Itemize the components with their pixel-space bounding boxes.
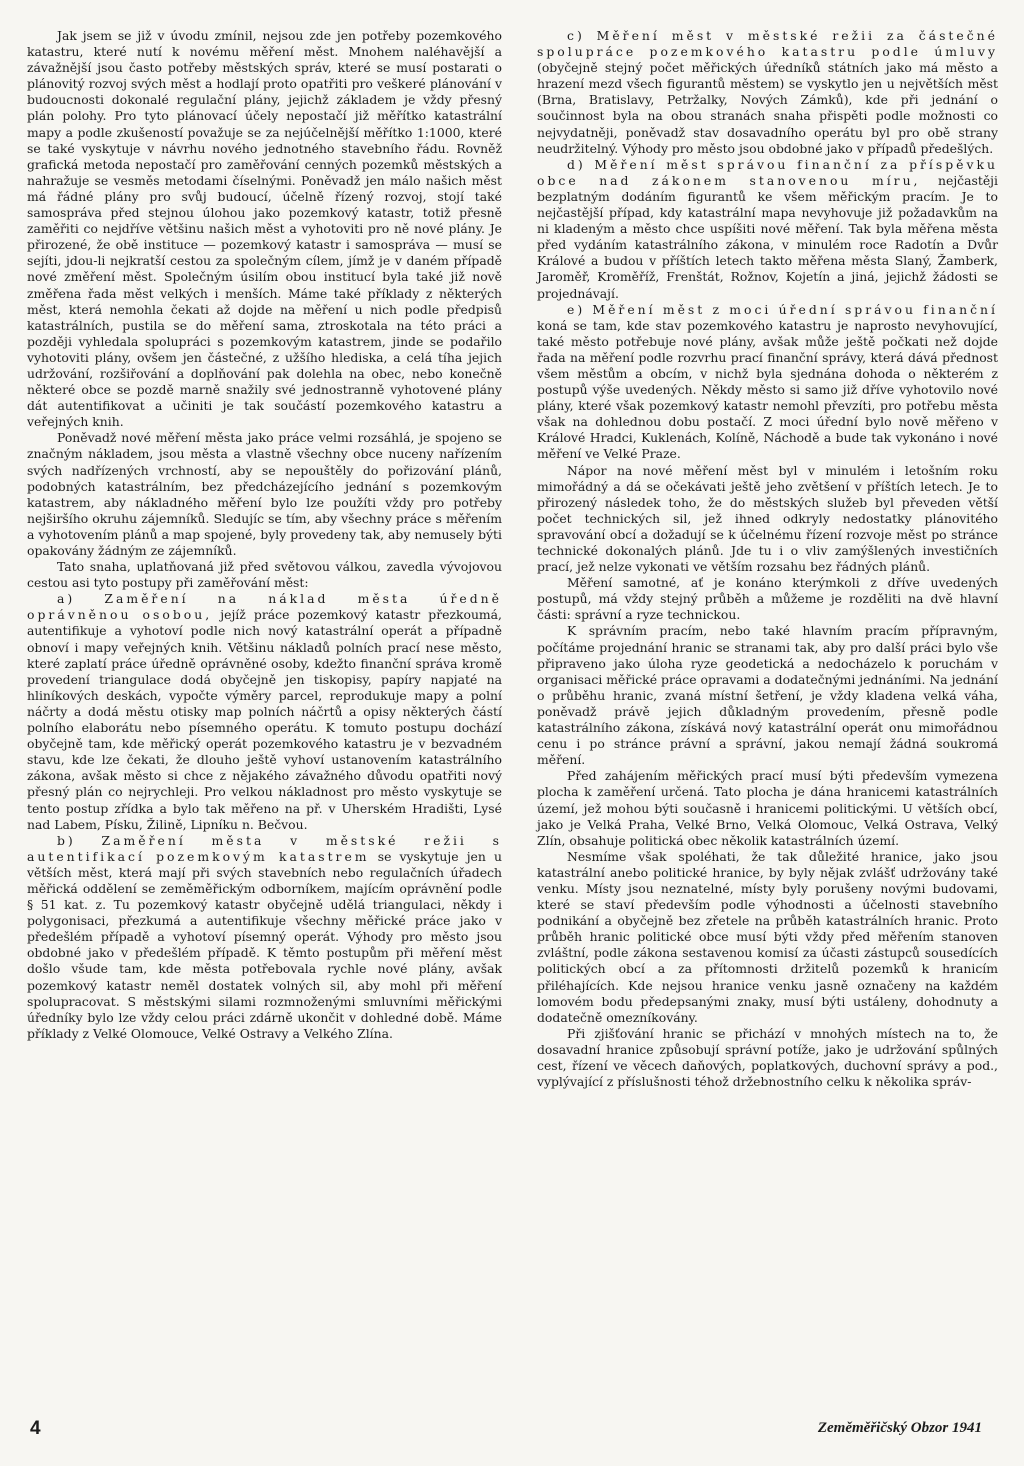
list-item-a-body: jejíž práce pozemkový katastr přezkoumá, autentifikuje a vyhotoví podle nich nový katastrální operát a případně obnoví i mapy veřejných knih. Většinu nákladů polních prací nese město, které zaplatí práce úředně oprávněné osoby, kdežto finanční správa kromě provedení triangulace dodá obyčejně jen tiskopisy, papíry napjaté na hliníkových deskách, vypočte výměry parcel, reprodukuje mapy a polní náčrty a dodá městu otisky map polních náčrtů a opisy některých částí polního elaborátu nebo písemného operátu. (27, 607, 503, 736)
list-item-d-body: nejčastěji bezplatným dodáním figurantů ke všem měřickým pracím. Je to nejčastější případ, kdy katastrální mapa nevyhovuje již požadavkům na ni kladeným a město chce uspíšiti nové měření. Tak byla měřena města před vydáním katastrálního zákona, v minulém roce Radotín a Dvůr Králové a budou v příštích letech takto měřena města Slaný, Žamberk, Jaroměř, Kroměříž, Frenštát, Rožnov, Kojetín a jiná, jejichž žádosti se projednávají. (537, 172, 998, 301)
list-item-c-body: (obyčejně stejný počet měřických úředníků státních jako má město a hrazení mezd všech figurantů městem) se vyskytlo jen u největších měst (Brna, Bratislavy, Petržalky, Nových Zámků), kde při jednání o součinnost byla na obou stranách snaha přispěti podle možnosti co nejvydatněji, poněvadž stav dosavadního operátu byl pro obě strany neudržitelný. Výhody pro město jsou obdobné jako v případů předešlých. (537, 60, 998, 156)
page-number: 4 (30, 1418, 41, 1439)
paragraph: Při zjišťování hranic se přichází v mnohých místech na to, že dosavadní hranice způsobují správní potíže, jako je udržování spůlných cest, řízení ve věcech daňových, poplatkových, duchovní správy a pod., vyplývající z příslušnosti téhož držebnostního celku k několika správ- (537, 1025, 998, 1090)
paragraph: Nápor na nové měření měst byl v minulém i letošním roku mimořádný a dá se očekávati ještě jeho zvětšení v příštích letech. Je to přirozený následek toho, že do městských služeb byl převeden větší počet technických sil, jež ihned odkryly nedostatky plánovitého spravování obcí a dožadují se k účelnému řízení rozvoje měst po stránce technické dokonalých plánů. Jde tu i o vliv zamýšlených investičních prací, jež nelze vykonati ve větším rozsahu bez řádných plánů. (537, 462, 998, 575)
list-item-e-heading: e) Měření měst z moci úřední správou finanční (567, 301, 998, 317)
list-item-a-continuation: K tomuto postupu dochází obyčejně tam, kde měřický operát pozemkového katastru je v bezvadném stavu, kde lze čekati, že dlouho ještě vyhoví ustanovením katastrálního zákona, avšak město si chce z nějakého závažného důvodu opatřiti nový přesný plán co nejrychleji. Pro velkou nákladnost pro město vyskytuje se tento postup zřídka a bylo tak měřeno na př. v Uherském Hradišti, Lysé nad Labem, Písku, Žilině, Lipníku n. Bečvou. (27, 720, 502, 832)
journal-title: Zeměměřičský Obzor 1941 (817, 1420, 982, 1436)
list-item-d (537, 157, 998, 302)
paragraph: K správním pracím, nebo také hlavním pracím přípravným, počítáme projednání hranic se stranami tak, aby pro další práci bylo vše připraveno jako úloha ryze geodetická a nedocházelo k poruchám v organisaci měřické práce opravami a dodatečnými jednáními. Na jednání o průběhu hranic, zvaná místní šetření, je vždy kladena velká váha, poněvadž právě jejich důkladným provedením, přesně podle katastrálního zákona, získává nový katastrální operát onu mimořádnou cenu i po stránce právní a správní, jakou nemají žádná soukromá měření. (537, 623, 998, 768)
list-item-b (27, 833, 502, 1042)
list-item-b-heading: b) Zaměření města v městské režii s autentifikací pozemkovým katastrem (27, 832, 502, 864)
list-item-c-heading: c) Měření měst v městské režii za částečné spolupráce pozemkového katastru podle úmluvy (537, 28, 998, 60)
list-item-e-body: koná se tam, kde stav pozemkového katastru je naprosto nevyhovující, také město potřebuje nové plány, avšak může ještě počkati než dojde řada na měření podle rozvrhu prací finanční správy, která dává přednost všem městům a obcím, v nichž byla sjednána dohoda o některém z postupů výše uvedených. Někdy město si samo již dříve vyhotovilo nové plány, které však pozemkový katastr nemohl převzíti, pro potřebu města však na dohlednou dobu postačí. Z moci úřední bylo nově měřeno v Králové Hradci, Kuklenách, Kolíně, Náchodě a bude tak vykonáno i nové měření ve Velké Praze. (537, 317, 998, 462)
paragraph: Jak jsem se již v úvodu zmínil, nejsou zde jen potřeby pozemkového katastru, které nutí k novému měření měst. Mnohem naléhavější a závažnější jsou často potřeby městských správ, které se musí postarati o plánovitý rozvoj svých měst a hodlají proto opatřiti pro veškeré plánování v budoucnosti dokonalé regulační plány, jejichž základem je vždy přesný plán polohy. Pro tyto plánovací účely nepostačí již měřítko katastrální mapy a podle zkušeností považuje se za nejúčelnější měřítko 1:1000, které se také vyskytuje v návrhu nového jednotného stavebního řádu. Rovněž grafická metoda nepostačí pro zaměřování cenných pozemků městských a nahražuje se vesměs metodami číselnými. Poněvadž jen málo našich měst má řádné plány pro svůj budoucí, účelně řízený rozvoj, stojí také samospráva před stejnou úlohou jako pozemkový katastr, totiž přesně zaměřiti co nejdříve většinu našich měst a vyhotoviti pro ně nové plány. Je přirozené, že obě instituce — pozemkový katastr i samospráva — musí se sejíti, jdou-li nejkratší cestou za společným cílem, jímž je v daném případě nové změření měst. Společným úsilím obou institucí byla také již nově změřena řada měst velkých i menších. Máme také příklady z některých měst, která nemohla čekati až dojde na měření u nich podle předpisů katastrálních, pustila se do měření sama, ztroskotala na této práci a později vyhledala spolupráci s pozemkovým katastrem, jinde se podařilo vyhotoviti plány, ovšem jen částečné, z užšího hlediska, a celá tíha jejich udržování, rozšiřování a doplňování pak dolehla na obec, nebo konečně některé obce se pozdě marně snažily své jednostranně vyhotovené plány dát autentifikovat a učiniti je tak součástí pozemkového katastru a veřejných knih. (27, 28, 502, 430)
paragraph: Poněvadž nové měření města jako práce velmi rozsáhlá, je spojeno se značným nákladem, jsou města a vlastně všechny obce nuceny nařízením svých nadřízených vrchností, aby se nepouštěly do pořizování plánů, podobných katastrálním, bez předcházejícího jednání s pozemkovým katastrem, aby nákladného měření bylo lze použíti vždy pro potřeby nejširšího okruhu zájemníků. Sledujíc se tím, aby všechny práce s měřením a vyhotovením plánů a map spojené, byly provedeny tak, aby nemusely býti opakovány žádným ze zájemníků. (27, 430, 502, 558)
list-item-e (537, 302, 998, 463)
list-item-b-body: se vyskytuje jen u větších měst, která mají při svých stavebních nebo regulačních úřadech měřická oddělení se zeměměřickým odborníkem, majícím oprávnění podle § 51 kat. z. Tu pozemkový katastr obyčejně udělá triangulaci, někdy i polygonisaci, přezkumá a autentifikuje všechny měřické práce jako v předešlém případě a vyhotoví písemný operát. Výhody pro město jsou obdobné jako v předešlém případě. K těmto postupům při měření měst došlo všude tam, kde města potřebovala rychle nové plány, avšak pozemkový katastr neměl dostatek volných sil, aby mohl při měření spolupracovat. S městskými silami rozmnoženými smluvními měřickými úředníky bylo lze vždy celou práci zdárně ukončit v dohledné době. Máme příklady z Velké Olomouce, Velké Ostravy a Velkého Zlína. (27, 848, 502, 1041)
list-item-c (537, 28, 998, 157)
right-column (537, 28, 998, 1090)
list-item-d-heading: d) Měření měst správou finanční za příspěvku obce nad zákonem stanovenou míru, (537, 156, 998, 188)
list-item-a (27, 591, 502, 832)
paragraph: Nesmíme však spoléhati, že tak důležité hranice, jako jsou katastrální anebo politické hranice, by byly nějak zvlášť udržovány také venku. Místy jsou neznatelné, místy byly porušeny novými budovami, které se staví především podle výhodnosti a účelnosti stavebního podnikání a obyčejně bez zřetele na průběh katastrálních hranic. Proto průběh hranic politické obce musí býti vždy před měřením stanoven zvláštní, podle zákona sestavenou komisí za účasti zástupců sousedících politických obcí a za přítomnosti držitelů pozemků k hranicím přiléhajících. Kde nejsou hranice venku jasně označeny na každém lomovém bodu předepsanými znaky, musí býti ustáleny, dohodnuty a dodatečně omezníkovány. (537, 848, 998, 1025)
paragraph: Měření samotné, ať je konáno kterýmkoli z dříve uvedených postupů, má vždy stejný průběh a můžeme je rozděliti na dvě hlavní části: správní a ryze technickou. (537, 575, 998, 623)
left-column (27, 28, 502, 1042)
paragraph: Tato snaha, uplatňovaná již před světovou válkou, zavedla vývojovou cestou asi tyto postupy při zaměřování měst: (27, 559, 502, 591)
paragraph: Před zahájením měřických prací musí býti především vymezena plocha k zaměření určená. Tato plocha je dána hranicemi katastrálních území, jež mohou býti současně i hranicemi politickými. U větších obcí, jako je Velká Praha, Velké Brno, Velká Olomouc, Velká Ostrava, Velký Zlín, obsahuje politická obec několik katastrálních území. (537, 768, 998, 848)
list-item-a-heading: a) Zaměření na náklad města úředně oprávněnou osobou, (27, 591, 502, 623)
